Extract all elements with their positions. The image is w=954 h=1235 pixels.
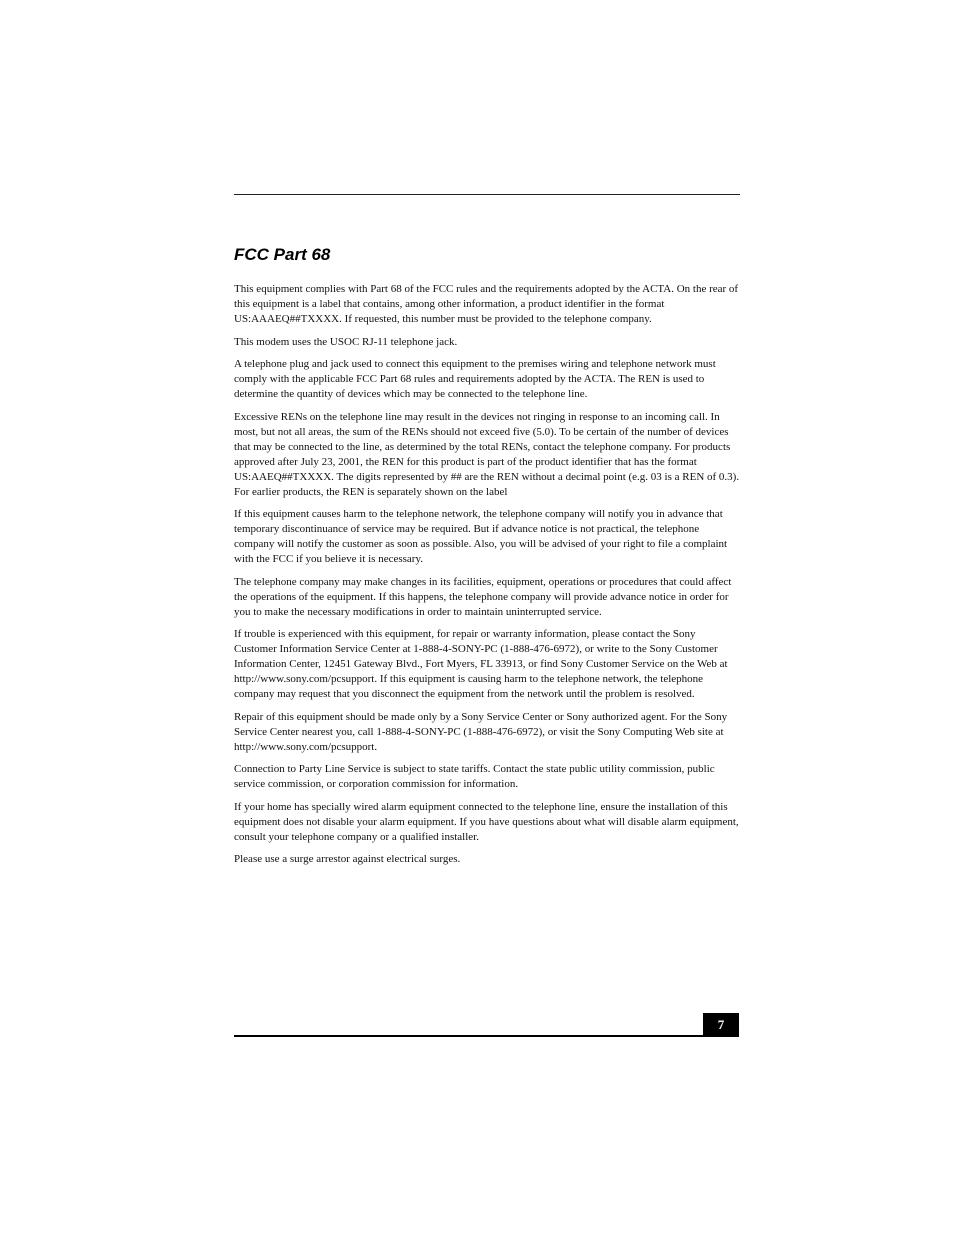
paragraph-surge: Please use a surge arrestor against electrical surges. (234, 853, 461, 865)
paragraph-repair: Repair of this equipment should be made only by a Sony Service Center or Sony authorized agent. For the Sony Service Center nearest you, call 1-888-4-SONY-PC (1-888-476-6972), or visit the Sony Computing Web site at http://www.sony.com/pcsupport. (234, 710, 728, 753)
page-content (234, 244, 740, 875)
section-title: FCC Part 68 (234, 245, 331, 264)
footer-rule (234, 1035, 739, 1037)
paragraph-compliance: This equipment complies with Part 68 of the FCC rules and the requirements adopted by the ACTA. On the rear of this equipment is a label that contains, among other information, a product identifier in the format US:AAAEQ##TXXXX. If requested, this number must be provided to the telephone company. (234, 283, 739, 325)
paragraph-trouble: If trouble is experienced with this equipment, for repair or warranty information, please contact the Sony Customer Information Service Center at 1-888-4-SONY-PC (1-888-476-6972), or write to the Sony Customer Information Center, 12451 Gateway Blvd., Fort Myers, FL 33913, or find Sony Customer Service on the Web at http://www.sony.com/pcsupport. If this equipment is causing harm to the telephone network, the telephone company may request that you disconnect the equipment from the network until the problem is resolved. (234, 628, 728, 700)
paragraph-excessive-rens: Excessive RENs on the telephone line may result in the devices not ringing in response to an incoming call. In most, but not all areas, the sum of the RENs should not exceed five (5.0). To be certain of the number of devices that may be connected to the line, as determined by the total RENs, contact the telephone company. For products approved after July 23, 2001, the REN for this product is part of the product identifier that has the format US:AAEQ##TXXXX. The digits represented by ## are the REN without a decimal point (e.g. 03 is a REN of 0.3). For earlier products, the REN is separately shown on the label (234, 410, 740, 498)
page-number: 7 (703, 1013, 739, 1037)
paragraph-party-line: Connection to Party Line Service is subject to state tariffs. Contact the state public utility commission, public service commission, or corporation commission for information. (234, 763, 715, 790)
paragraph-alarm: If your home has specially wired alarm equipment connected to the telephone line, ensure the installation of this equipment does not disable your alarm equipment. If you have questions about what will disable alarm equipment, consult your telephone company or a qualified installer. (234, 800, 739, 843)
header-rule (234, 194, 740, 195)
paragraph-network-harm: If this equipment causes harm to the telephone network, the telephone company will notify you in advance that temporary discontinuance of service may be required. But if advance notice is not practical, the telephone company will notify the customer as soon as possible. Also, you will be advised of your right to file a complaint with the FCC if you believe it is necessary. (234, 508, 728, 565)
paragraph-jack: This modem uses the USOC RJ-11 telephone jack. (234, 335, 458, 348)
paragraph-plug-and-jack: A telephone plug and jack used to connect this equipment to the premises wiring and telephone network must comply with the applicable FCC Part 68 rules and requirements adopted by the ACTA. The REN is used to determine the quantity of devices which may be connected to the telephone line. (234, 358, 716, 400)
paragraph-company-changes: The telephone company may make changes in its facilities, equipment, operations or procedures that could affect the operations of the equipment. If this happens, the telephone company will provide advance notice in order for you to make the necessary modifications in order to maintain uninterrupted service. (234, 575, 732, 618)
